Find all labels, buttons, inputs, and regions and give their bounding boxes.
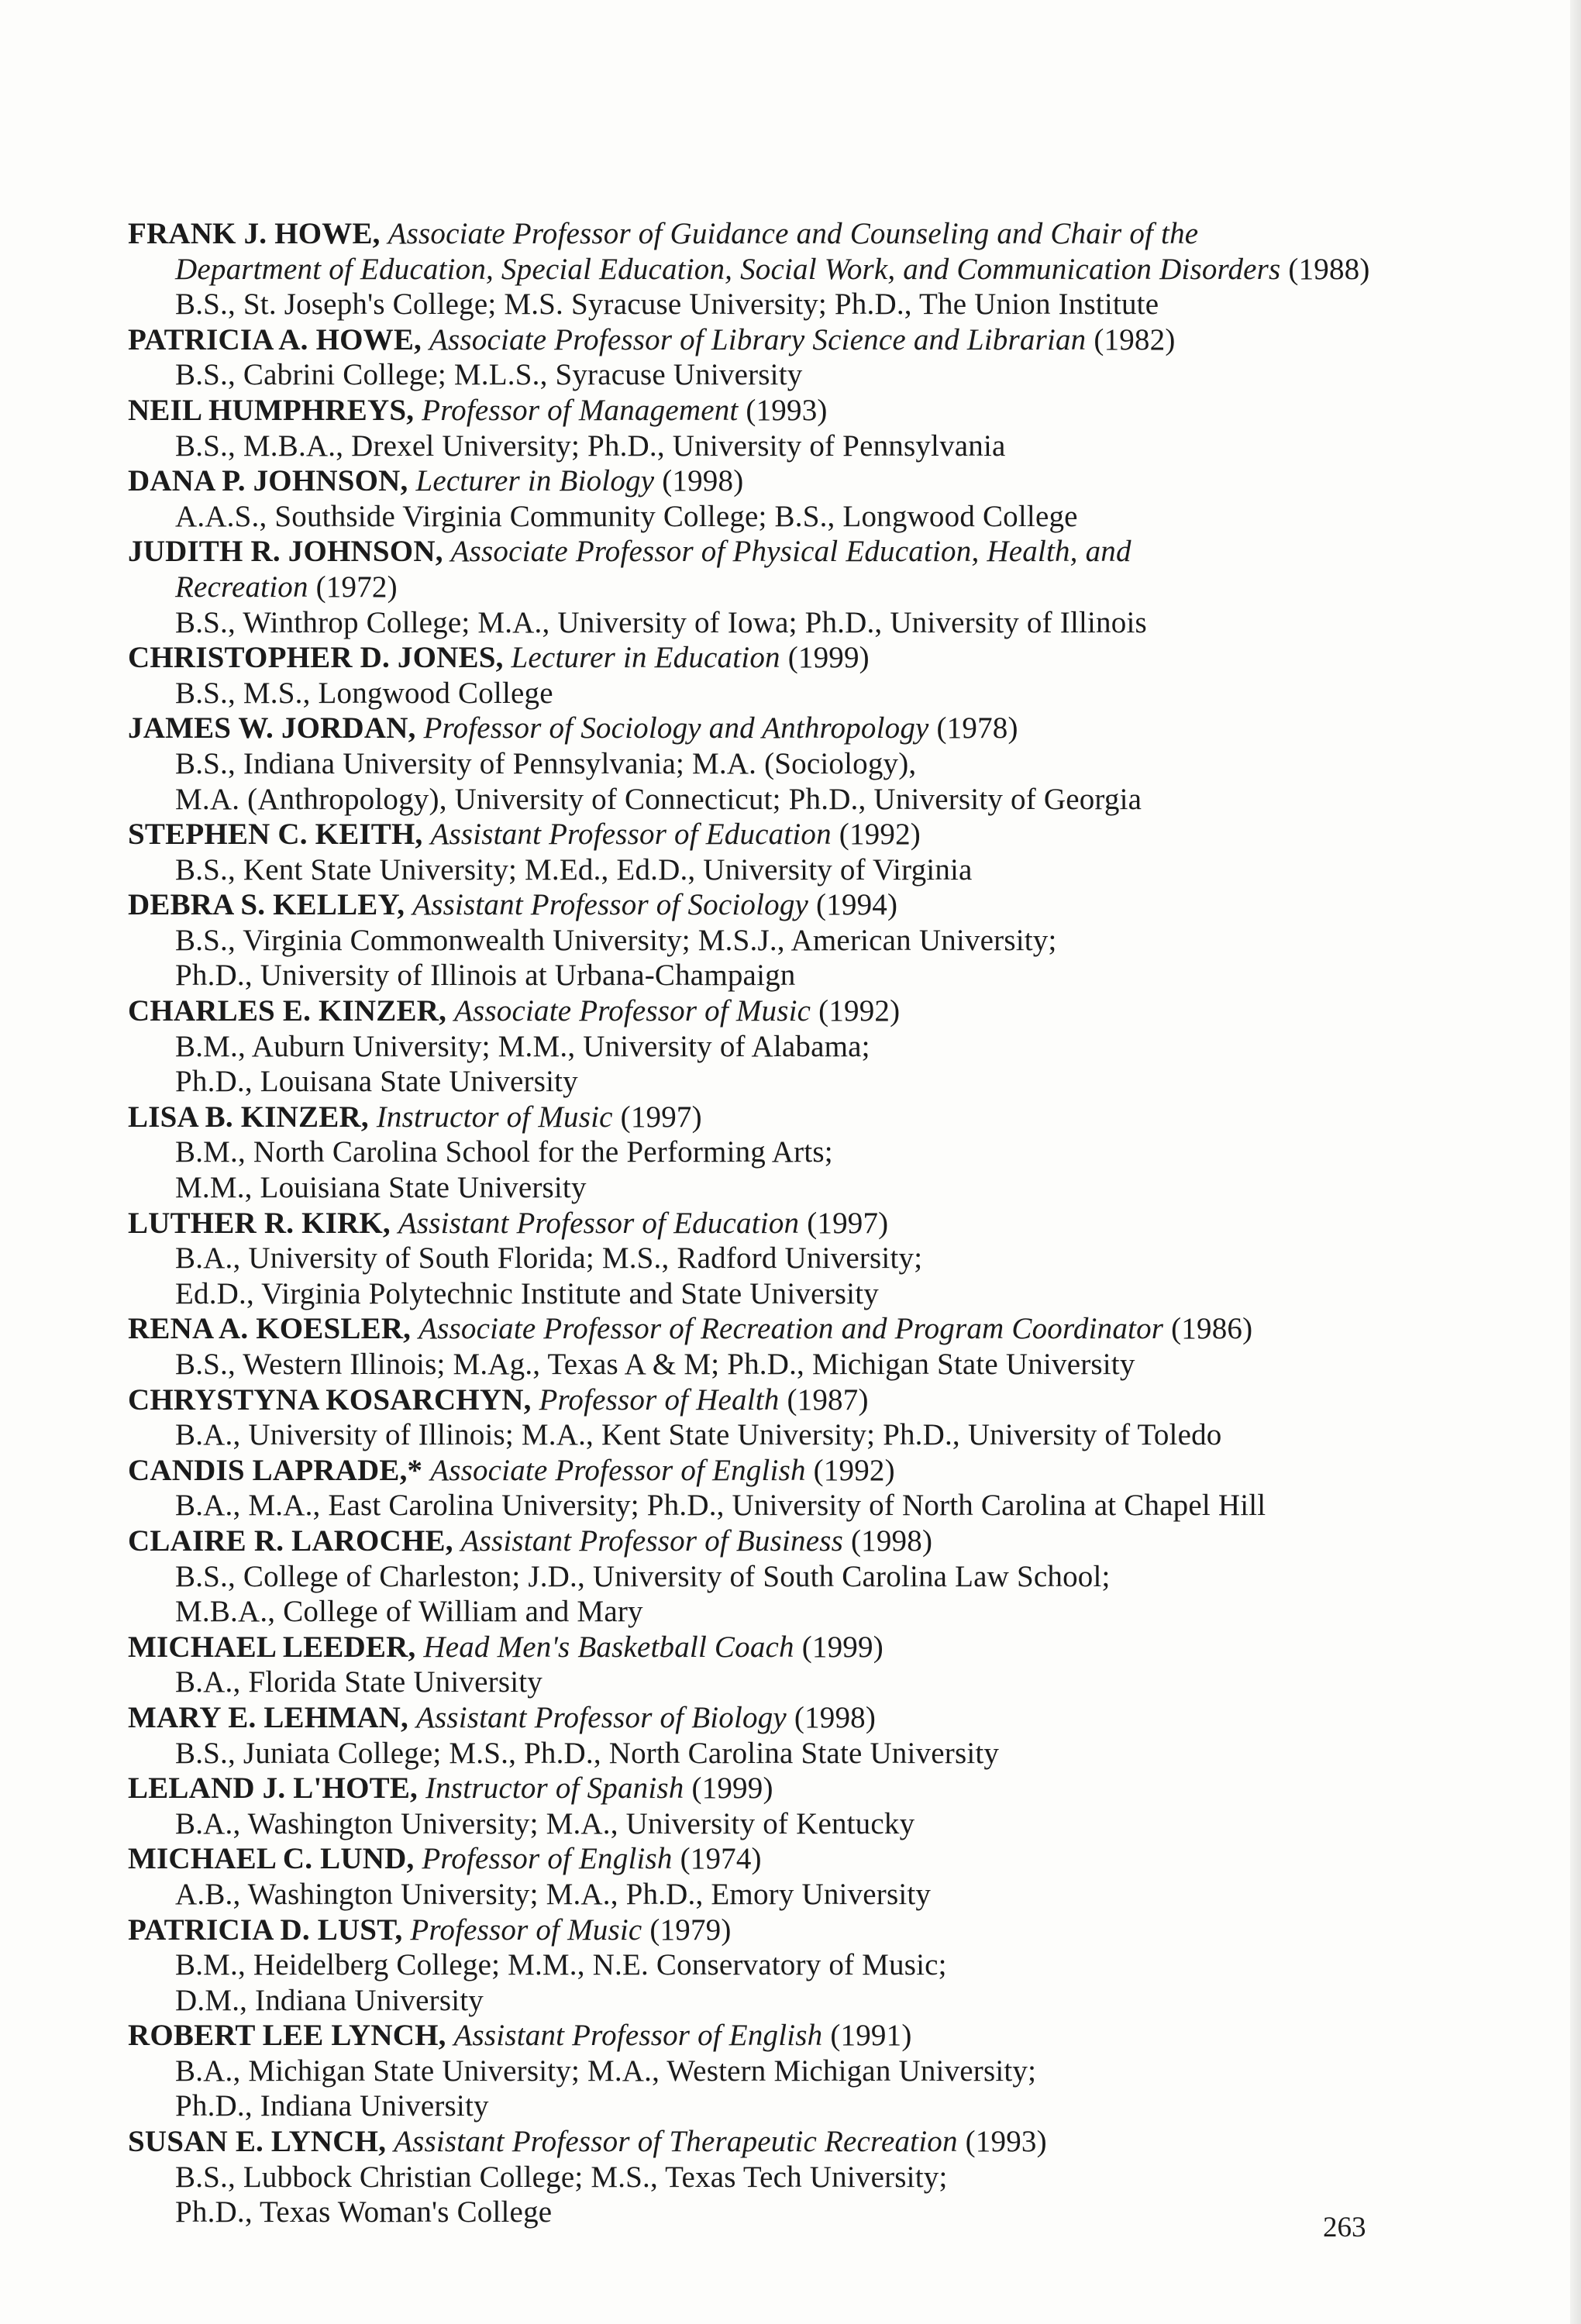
person-name: JAMES W. JORDAN, bbox=[128, 711, 416, 745]
degree-line: Ph.D., Texas Woman's College bbox=[175, 2195, 553, 2229]
faculty-entry bbox=[128, 1453, 1399, 1524]
degree-line: B.S., St. Joseph's College; M.S. Syracuse University; Ph.D., The Union Institute bbox=[175, 287, 1159, 322]
appointment-year: (1993) bbox=[746, 393, 828, 427]
position-title: Professor of Sociology and Anthropology bbox=[423, 711, 929, 745]
appointment-year: (1972) bbox=[315, 570, 398, 604]
entry-heading-line bbox=[128, 640, 1399, 676]
person-name: DEBRA S. KELLEY, bbox=[128, 888, 405, 922]
degree-line: B.A., University of South Florida; M.S., Radford University; bbox=[175, 1241, 923, 1276]
faculty-entry bbox=[128, 463, 1399, 534]
person-name: MICHAEL LEEDER, bbox=[128, 1630, 416, 1664]
entry-heading-line bbox=[128, 393, 1399, 429]
degree-line: B.S., College of Charleston; J.D., University of South Carolina Law School; bbox=[175, 1559, 1111, 1593]
position-title: Associate Professor of English bbox=[430, 1453, 806, 1487]
position-title: Professor of English bbox=[422, 1842, 673, 1876]
degree-line: B.S., Indiana University of Pennsylvania; M.A. (Sociology), bbox=[175, 746, 917, 780]
entry-heading-line bbox=[128, 1100, 1399, 1135]
person-name: NEIL HUMPHREYS, bbox=[128, 393, 415, 427]
position-title: Instructor of Spanish bbox=[425, 1771, 684, 1806]
faculty-entry bbox=[128, 1841, 1399, 1912]
position-title: Professor of Health bbox=[539, 1382, 780, 1417]
entry-heading-line bbox=[128, 887, 1399, 923]
faculty-entry bbox=[128, 2018, 1399, 2124]
entry-heading-line bbox=[128, 1771, 1399, 1806]
position-title: Associate Professor of Physical Education, Health, and bbox=[450, 535, 1132, 569]
person-name: CHRYSTYNA KOSARCHYN, bbox=[128, 1382, 532, 1417]
page-edge-shadow bbox=[1570, 0, 1581, 2324]
position-title: Associate Professor of Guidance and Counseling and Chair of the bbox=[388, 217, 1199, 250]
page-number: 263 bbox=[1323, 2212, 1366, 2243]
appointment-year: (1992) bbox=[839, 818, 921, 852]
position-title: Assistant Professor of Biology bbox=[415, 1700, 787, 1734]
faculty-entry bbox=[128, 887, 1399, 993]
degree-line: A.B., Washington University; M.A., Ph.D., Emory University bbox=[175, 1877, 932, 1911]
degree-line: B.S., M.S., Longwood College bbox=[175, 676, 553, 710]
degree-line: B.A., Florida State University bbox=[175, 1665, 542, 1699]
entry-heading-line bbox=[128, 2124, 1399, 2160]
degree-line: Ed.D., Virginia Polytechnic Institute and State University bbox=[175, 1276, 879, 1310]
degree-line: Ph.D., Indiana University bbox=[175, 2089, 489, 2123]
person-name: ROBERT LEE LYNCH, bbox=[128, 2019, 446, 2053]
appointment-year: (1993) bbox=[965, 2125, 1047, 2159]
entry-heading-line bbox=[128, 1206, 1399, 1241]
appointment-year: (1982) bbox=[1094, 322, 1176, 356]
entry-heading-line bbox=[128, 322, 1399, 358]
person-name: SUSAN E. LYNCH, bbox=[128, 2125, 387, 2159]
position-title: Assistant Professor of English bbox=[453, 2019, 823, 2053]
appointment-year: (1991) bbox=[830, 2019, 912, 2053]
position-title: Recreation bbox=[175, 570, 308, 604]
faculty-entry bbox=[128, 1913, 1399, 2019]
person-name: CANDIS LAPRADE,* bbox=[128, 1453, 423, 1487]
faculty-list bbox=[128, 216, 1399, 2230]
faculty-entry bbox=[128, 216, 1399, 322]
degree-line: A.A.S., Southside Virginia Community College; B.S., Longwood College bbox=[175, 499, 1078, 533]
person-name: DANA P. JOHNSON, bbox=[128, 464, 408, 498]
title-continuation-line bbox=[128, 570, 1399, 605]
appointment-year: (1988) bbox=[1288, 252, 1370, 286]
faculty-entry bbox=[128, 322, 1399, 393]
person-name: CLAIRE R. LAROCHE, bbox=[128, 1524, 453, 1558]
position-title: Instructor of Music bbox=[376, 1100, 613, 1134]
position-title: Assistant Professor of Education bbox=[398, 1206, 800, 1240]
degree-line: B.S., Winthrop College; M.A., University of Iowa; Ph.D., University of Illinois bbox=[175, 605, 1147, 639]
position-title: Assistant Professor of Education bbox=[430, 818, 832, 852]
entry-heading-line bbox=[128, 1630, 1399, 1665]
faculty-entry bbox=[128, 393, 1399, 463]
degree-line: M.M., Louisiana State University bbox=[175, 1171, 587, 1205]
position-title: Department of Education, Special Education, Social Work, and Communication Disorders bbox=[175, 252, 1281, 286]
position-title: Professor of Management bbox=[422, 393, 739, 427]
faculty-entry bbox=[128, 1100, 1399, 1206]
faculty-entry bbox=[128, 640, 1399, 711]
faculty-entry bbox=[128, 1524, 1399, 1630]
degree-line: B.M., Auburn University; M.M., University of Alabama; bbox=[175, 1029, 870, 1063]
appointment-year: (1992) bbox=[818, 994, 901, 1028]
faculty-entry bbox=[128, 1630, 1399, 1700]
appointment-year: (1999) bbox=[787, 641, 870, 675]
degree-line: Ph.D., Louisana State University bbox=[175, 1065, 578, 1099]
person-name: JUDITH R. JOHNSON, bbox=[128, 535, 443, 569]
entry-heading-line bbox=[128, 534, 1399, 570]
entry-heading-line bbox=[128, 1453, 1399, 1489]
appointment-year: (1979) bbox=[649, 1913, 732, 1947]
position-title: Head Men's Basketball Coach bbox=[423, 1630, 794, 1664]
entry-heading-line bbox=[128, 1841, 1399, 1877]
position-title: Assistant Professor of Therapeutic Recreation bbox=[394, 2125, 958, 2159]
position-title: Professor of Music bbox=[410, 1913, 642, 1947]
position-title: Assistant Professor of Business bbox=[460, 1524, 843, 1558]
person-name: LELAND J. L'HOTE, bbox=[128, 1771, 418, 1806]
degree-line: B.M., North Carolina School for the Performing Arts; bbox=[175, 1135, 833, 1169]
appointment-year: (1994) bbox=[816, 888, 898, 922]
entry-heading-line bbox=[128, 1382, 1399, 1418]
entry-heading-line bbox=[128, 817, 1399, 852]
person-name: CHARLES E. KINZER, bbox=[128, 994, 447, 1028]
appointment-year: (1992) bbox=[813, 1453, 895, 1487]
person-name: MICHAEL C. LUND, bbox=[128, 1842, 415, 1876]
person-name: PATRICIA D. LUST, bbox=[128, 1913, 403, 1947]
degree-line: B.S., Cabrini College; M.L.S., Syracuse University bbox=[175, 358, 803, 392]
person-name: FRANK J. HOWE, bbox=[128, 217, 381, 250]
faculty-entry bbox=[128, 1700, 1399, 1771]
appointment-year: (1999) bbox=[691, 1771, 773, 1806]
appointment-year: (1987) bbox=[787, 1382, 869, 1417]
person-name: MARY E. LEHMAN, bbox=[128, 1700, 408, 1734]
faculty-entry bbox=[128, 534, 1399, 640]
position-title: Lecturer in Biology bbox=[415, 464, 655, 498]
entry-heading-line bbox=[128, 463, 1399, 499]
person-name: STEPHEN C. KEITH, bbox=[128, 818, 423, 852]
appointment-year: (1974) bbox=[680, 1842, 762, 1876]
person-name: CHRISTOPHER D. JONES, bbox=[128, 641, 504, 675]
position-title: Assistant Professor of Sociology bbox=[412, 888, 809, 922]
degree-line: M.B.A., College of William and Mary bbox=[175, 1595, 643, 1629]
degree-line: B.A., Michigan State University; M.A., Western Michigan University; bbox=[175, 2054, 1037, 2088]
degree-line: B.S., Virginia Commonwealth University; M.S.J., American University; bbox=[175, 923, 1057, 957]
degree-line: B.S., Kent State University; M.Ed., Ed.D., University of Virginia bbox=[175, 852, 973, 887]
position-title: Associate Professor of Music bbox=[453, 994, 811, 1028]
position-title: Associate Professor of Recreation and Program Coordinator bbox=[418, 1312, 1164, 1346]
faculty-entry bbox=[128, 711, 1399, 817]
entry-heading-line bbox=[128, 1700, 1399, 1736]
entry-heading-line bbox=[128, 1524, 1399, 1559]
title-continuation-line bbox=[128, 252, 1399, 287]
appointment-year: (1997) bbox=[620, 1100, 702, 1134]
person-name: RENA A. KOESLER, bbox=[128, 1312, 412, 1346]
appointment-year: (1998) bbox=[794, 1700, 877, 1734]
appointment-year: (1986) bbox=[1171, 1312, 1253, 1346]
faculty-entry bbox=[128, 2124, 1399, 2230]
appointment-year: (1998) bbox=[850, 1524, 933, 1558]
entry-heading-line bbox=[128, 711, 1399, 746]
person-name: LUTHER R. KIRK, bbox=[128, 1206, 391, 1240]
faculty-entry bbox=[128, 1206, 1399, 1312]
degree-line: Ph.D., University of Illinois at Urbana-Champaign bbox=[175, 959, 796, 993]
faculty-entry bbox=[128, 993, 1399, 1100]
faculty-entry bbox=[128, 1771, 1399, 1841]
degree-line: B.M., Heidelberg College; M.M., N.E. Conservatory of Music; bbox=[175, 1948, 947, 1982]
person-name: LISA B. KINZER, bbox=[128, 1100, 369, 1134]
degree-line: B.A., M.A., East Carolina University; Ph.D., University of North Carolina at Chapel Hill bbox=[175, 1489, 1266, 1523]
degree-line: B.S., Western Illinois; M.Ag., Texas A & M; Ph.D., Michigan State University bbox=[175, 1348, 1135, 1381]
appointment-year: (1998) bbox=[662, 464, 744, 498]
degree-line: M.A. (Anthropology), University of Connecticut; Ph.D., University of Georgia bbox=[175, 782, 1142, 816]
entry-heading-line bbox=[128, 2018, 1399, 2054]
appointment-year: (1978) bbox=[936, 711, 1018, 745]
degree-line: B.S., Juniata College; M.S., Ph.D., North Carolina State University bbox=[175, 1736, 1000, 1770]
degree-line: D.M., Indiana University bbox=[175, 1983, 484, 2017]
degree-line: B.A., University of Illinois; M.A., Kent State University; Ph.D., University of Toledo bbox=[175, 1418, 1222, 1452]
degree-line: B.S., Lubbock Christian College; M.S., Texas Tech University; bbox=[175, 2160, 948, 2194]
faculty-entry bbox=[128, 1311, 1399, 1382]
entry-heading-line bbox=[128, 993, 1399, 1029]
faculty-entry bbox=[128, 817, 1399, 887]
entry-heading-line bbox=[128, 1311, 1399, 1347]
degree-line: B.S., M.B.A., Drexel University; Ph.D., University of Pennsylvania bbox=[175, 429, 1006, 463]
person-name: PATRICIA A. HOWE, bbox=[128, 322, 422, 356]
appointment-year: (1999) bbox=[801, 1630, 884, 1664]
entry-heading-line bbox=[128, 216, 1399, 252]
position-title: Lecturer in Education bbox=[511, 641, 780, 675]
appointment-year: (1997) bbox=[807, 1206, 889, 1240]
faculty-entry bbox=[128, 1382, 1399, 1453]
entry-heading-line bbox=[128, 1913, 1399, 1948]
position-title: Associate Professor of Library Science and Librarian bbox=[429, 322, 1087, 356]
degree-line: B.A., Washington University; M.A., University of Kentucky bbox=[175, 1806, 915, 1840]
